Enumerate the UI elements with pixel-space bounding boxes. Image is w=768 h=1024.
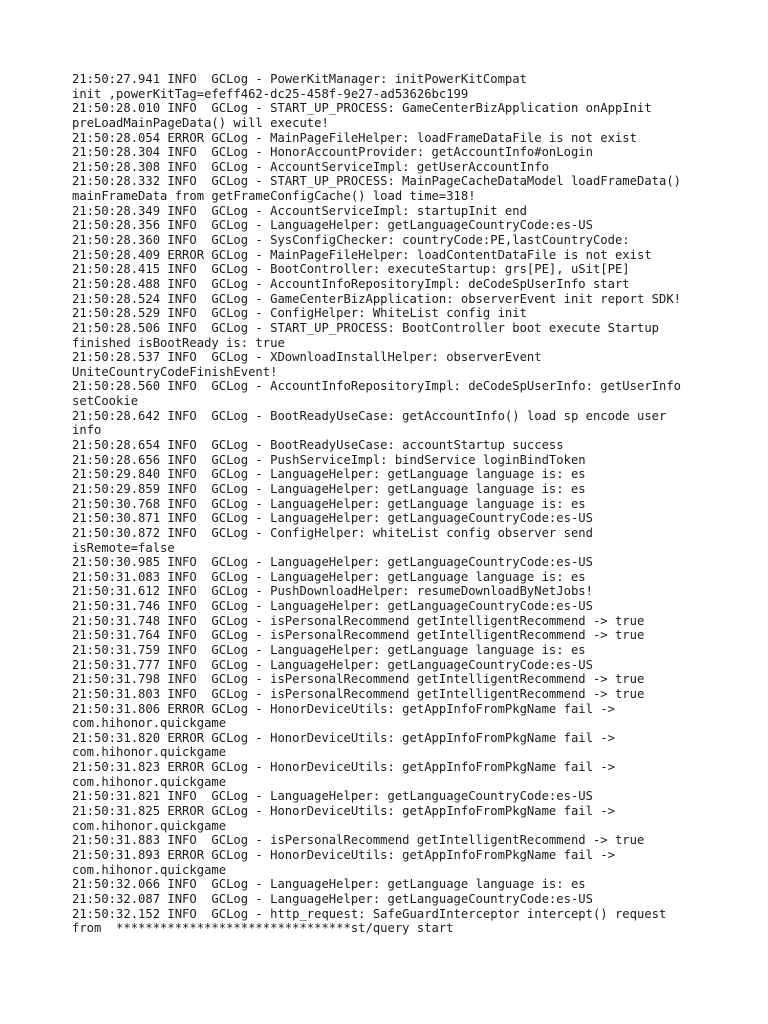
log-line: 21:50:30.872 INFO GCLog - ConfigHelper: whiteList config observer send: [72, 525, 593, 540]
log-line: 21:50:30.768 INFO GCLog - LanguageHelper: getLanguage language is: es: [72, 496, 586, 511]
log-line: 21:50:28.642 INFO GCLog - BootReadyUseCase: getAccountInfo() load sp encode user: [72, 408, 667, 423]
log-line: 21:50:30.985 INFO GCLog - LanguageHelper: getLanguageCountryCode:es-US: [72, 555, 593, 570]
log-line: 21:50:28.506 INFO GCLog - START_UP_PROCESS: BootController boot execute Startup: [72, 320, 659, 335]
log-line: 21:50:31.746 INFO GCLog - LanguageHelper: getLanguageCountryCode:es-US: [72, 599, 593, 614]
log-line: 21:50:28.654 INFO GCLog - BootReadyUseCase: accountStartup success: [72, 438, 564, 453]
log-line: 21:50:28.415 INFO GCLog - BootController: executeStartup: grs[PE], uSit[PE]: [72, 262, 630, 277]
log-line: com.hihonor.quickgame: [72, 716, 227, 731]
log-line: com.hihonor.quickgame: [72, 745, 227, 760]
log-line: 21:50:28.054 ERROR GCLog - MainPageFileHelper: loadFrameDataFile is not exist: [72, 130, 637, 145]
log-line: 21:50:32.066 INFO GCLog - LanguageHelper: getLanguage language is: es: [72, 877, 586, 892]
log-line: 21:50:28.349 INFO GCLog - AccountServiceImpl: startupInit end: [72, 203, 527, 218]
log-line: 21:50:31.823 ERROR GCLog - HonorDeviceUtils: getAppInfoFromPkgName fail ->: [72, 760, 615, 775]
log-line: 21:50:28.524 INFO GCLog - GameCenterBizApplication: observerEvent init report SDK!: [72, 291, 682, 306]
log-line: 21:50:28.488 INFO GCLog - AccountInfoRepositoryImpl: deCodeSpUserInfo start: [72, 276, 630, 291]
log-line: 21:50:31.748 INFO GCLog - isPersonalRecommend getIntelligentRecommend -> true: [72, 613, 645, 628]
log-text-block: [72, 72, 712, 936]
log-line: 21:50:28.537 INFO GCLog - XDownloadInstallHelper: observerEvent: [72, 350, 542, 365]
log-line: 21:50:31.764 INFO GCLog - isPersonalRecommend getIntelligentRecommend -> true: [72, 628, 645, 643]
log-line: 21:50:31.893 ERROR GCLog - HonorDeviceUtils: getAppInfoFromPkgName fail ->: [72, 847, 615, 862]
log-line: from ********************************st/query start: [72, 921, 454, 936]
log-line: 21:50:32.152 INFO GCLog - http_request: SafeGuardInterceptor intercept() request: [72, 906, 667, 921]
log-line: 21:50:31.083 INFO GCLog - LanguageHelper: getLanguage language is: es: [72, 569, 586, 584]
log-line: 21:50:28.356 INFO GCLog - LanguageHelper: getLanguageCountryCode:es-US: [72, 218, 593, 233]
log-line: 21:50:29.859 INFO GCLog - LanguageHelper: getLanguage language is: es: [72, 481, 586, 496]
log-line: 21:50:29.840 INFO GCLog - LanguageHelper: getLanguage language is: es: [72, 467, 586, 482]
log-line: 21:50:28.529 INFO GCLog - ConfigHelper: WhiteList config init: [72, 306, 527, 321]
log-line: 21:50:31.777 INFO GCLog - LanguageHelper: getLanguageCountryCode:es-US: [72, 657, 593, 672]
log-line: 21:50:28.560 INFO GCLog - AccountInfoRepositoryImpl: deCodeSpUserInfo: getUserInfo: [72, 379, 682, 394]
log-line: isRemote=false: [72, 540, 175, 555]
log-line: 21:50:28.010 INFO GCLog - START_UP_PROCESS: GameCenterBizApplication onAppInit: [72, 101, 652, 116]
log-line: 21:50:28.308 INFO GCLog - AccountServiceImpl: getUserAccountInfo: [72, 159, 549, 174]
log-line: 21:50:31.806 ERROR GCLog - HonorDeviceUtils: getAppInfoFromPkgName fail ->: [72, 701, 615, 716]
log-line: mainFrameData from getFrameConfigCache() load time=318!: [72, 189, 476, 204]
log-line: init ,powerKitTag=efeff462-dc25-458f-9e27-ad53626bc199: [72, 86, 469, 101]
log-line: 21:50:31.612 INFO GCLog - PushDownloadHelper: resumeDownloadByNetJobs!: [72, 584, 593, 599]
log-line: com.hihonor.quickgame: [72, 818, 227, 833]
log-line: com.hihonor.quickgame: [72, 862, 227, 877]
log-line: 21:50:28.360 INFO GCLog - SysConfigChecker: countryCode:PE,lastCountryCode:: [72, 233, 630, 248]
log-line: 21:50:28.332 INFO GCLog - START_UP_PROCESS: MainPageCacheDataModel loadFrameData(): [72, 174, 682, 189]
log-line: 21:50:31.759 INFO GCLog - LanguageHelper: getLanguage language is: es: [72, 642, 586, 657]
log-line: 21:50:31.821 INFO GCLog - LanguageHelper: getLanguageCountryCode:es-US: [72, 789, 593, 804]
log-line: 21:50:32.087 INFO GCLog - LanguageHelper: getLanguageCountryCode:es-US: [72, 891, 593, 906]
log-line: 21:50:28.304 INFO GCLog - HonorAccountProvider: getAccountInfo#onLogin: [72, 145, 593, 160]
log-line: 21:50:30.871 INFO GCLog - LanguageHelper: getLanguageCountryCode:es-US: [72, 511, 593, 526]
log-line: 21:50:31.798 INFO GCLog - isPersonalRecommend getIntelligentRecommend -> true: [72, 672, 645, 687]
log-line: 21:50:31.883 INFO GCLog - isPersonalRecommend getIntelligentRecommend -> true: [72, 833, 645, 848]
log-line: setCookie: [72, 394, 139, 409]
log-line: com.hihonor.quickgame: [72, 774, 227, 789]
log-line: UniteCountryCodeFinishEvent!: [72, 364, 278, 379]
log-line: 21:50:31.825 ERROR GCLog - HonorDeviceUtils: getAppInfoFromPkgName fail ->: [72, 804, 615, 819]
log-line: 21:50:31.803 INFO GCLog - isPersonalRecommend getIntelligentRecommend -> true: [72, 686, 645, 701]
log-line: 21:50:27.941 INFO GCLog - PowerKitManager: initPowerKitCompat: [72, 72, 527, 86]
log-line: finished isBootReady is: true: [72, 335, 285, 350]
log-line: 21:50:28.409 ERROR GCLog - MainPageFileHelper: loadContentDataFile is not exist: [72, 247, 652, 262]
log-line: info: [72, 423, 102, 438]
log-line: 21:50:28.656 INFO GCLog - PushServiceImpl: bindService loginBindToken: [72, 452, 586, 467]
log-line: 21:50:31.820 ERROR GCLog - HonorDeviceUtils: getAppInfoFromPkgName fail ->: [72, 730, 615, 745]
log-line: preLoadMainPageData() will execute!: [72, 115, 329, 130]
